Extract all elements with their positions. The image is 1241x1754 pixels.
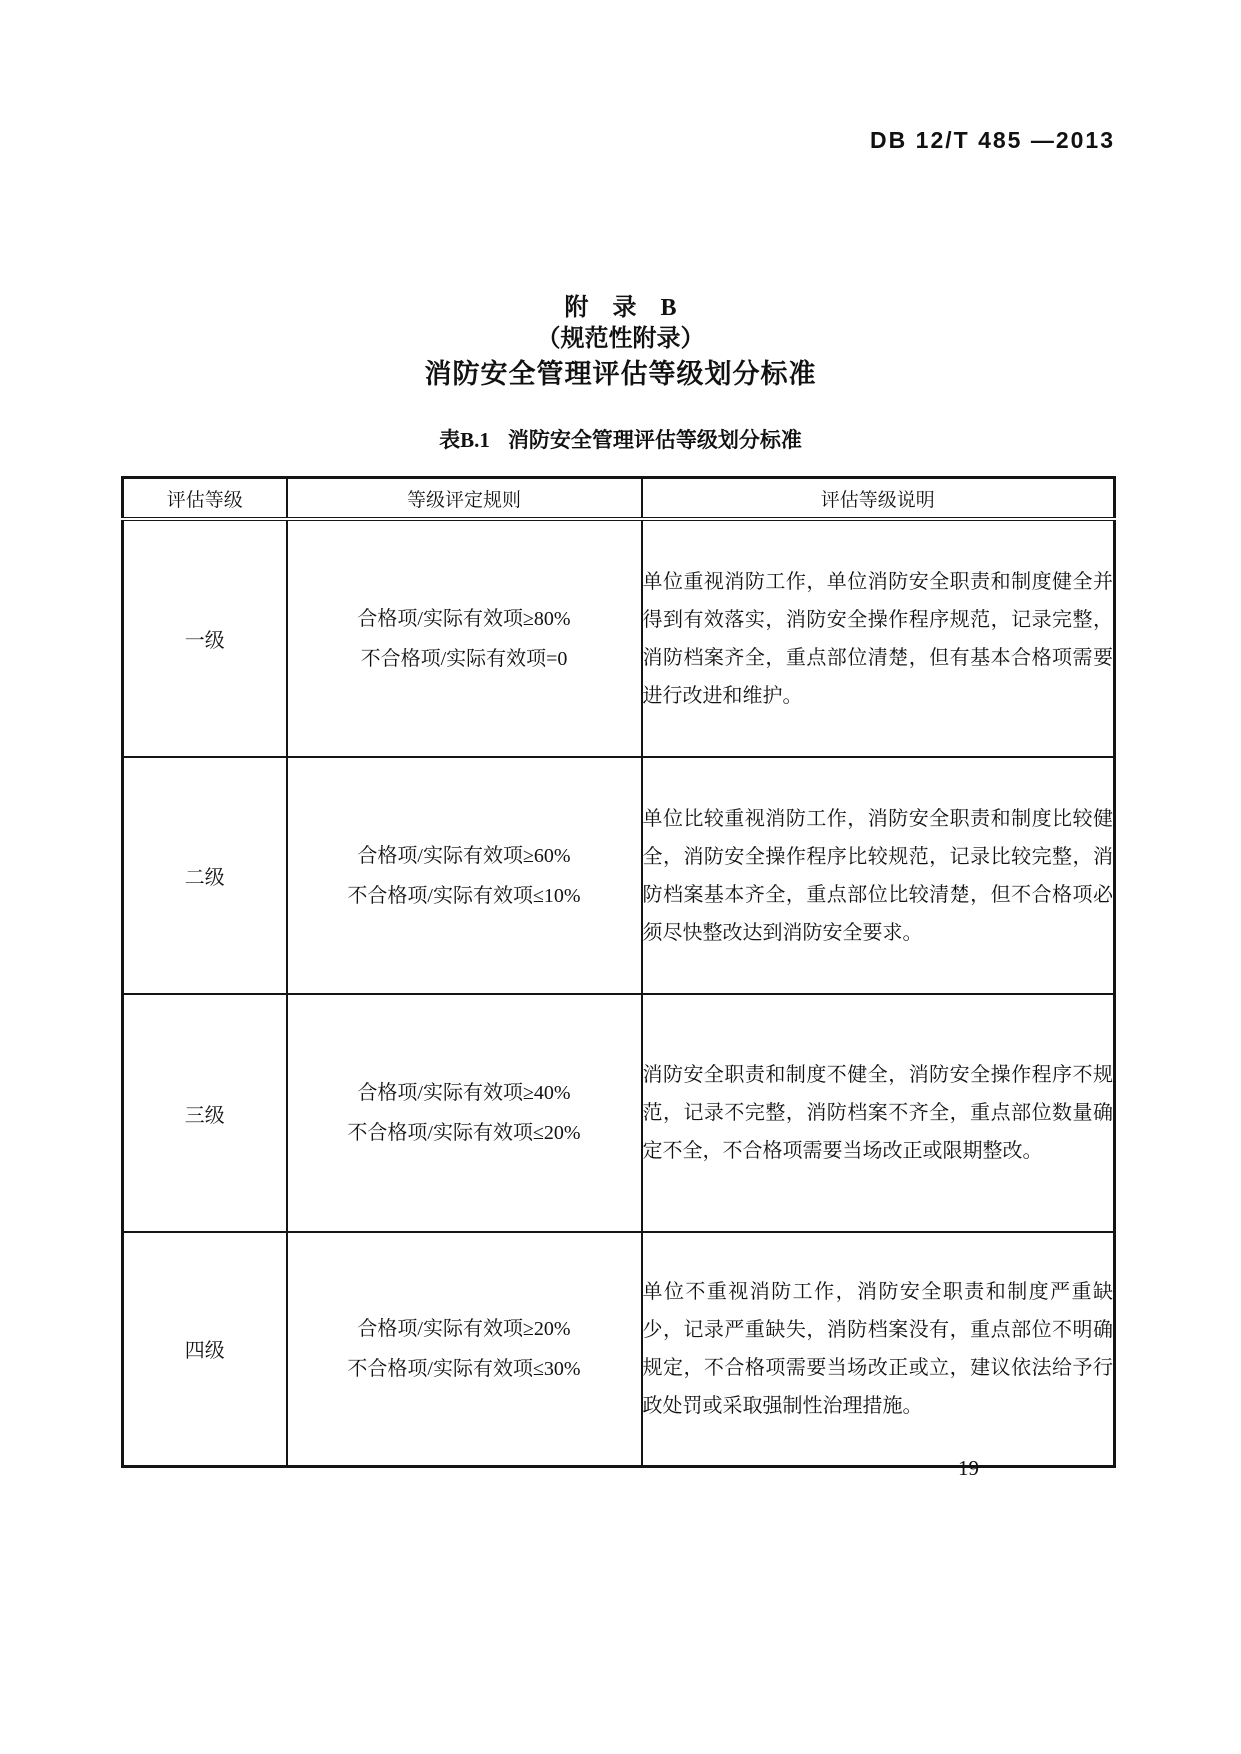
table-row [123,994,1115,1232]
rule-line: 不合格项/实际有效项≤30% [347,1357,581,1380]
appendix-title: 附 录 B [564,295,677,321]
rules-cell [287,994,642,1232]
description-cell: 消防安全职责和制度不健全，消防安全操作程序不规范，记录不完整，消防档案不齐全，重点部位数量确定不全，不合格项需要当场改正或限期整改。 [642,994,1115,1232]
header-rules: 等级评定规则 [287,478,642,520]
grade-cell: 一级 [123,519,287,757]
grade-cell: 二级 [123,757,287,994]
table-row [123,757,1115,994]
table-caption [0,424,1241,454]
description-cell: 单位不重视消防工作，消防安全职责和制度严重缺少，记录严重缺失，消防档案没有，重点部位不明确规定，不合格项需要当场改正或立，建议依法给予行政处罚或采取强制性治理措施。 [642,1232,1115,1466]
page-number: 19 [958,1456,979,1480]
rule-line: 合格项/实际有效项≥20% [357,1317,571,1340]
rules-cell [287,1232,642,1466]
appendix-subject-title: 消防安全管理评估等级划分标准 [424,359,817,389]
description-cell: 单位比较重视消防工作，消防安全职责和制度比较健全，消防安全操作程序比较规范，记录比较完整，消防档案基本齐全，重点部位比较清楚，但不合格项必须尽快整改达到消防安全要求。 [642,757,1115,994]
grade-cell: 三级 [123,994,287,1232]
appendix-title-block [0,293,1241,393]
rule-line: 合格项/实际有效项≥40% [357,1082,571,1104]
doc-standard-number: DB 12/T 485 —2013 [870,127,1115,153]
rule-line: 不合格项/实际有效项=0 [360,647,568,670]
grade-table [121,476,1116,1468]
table-row [123,1232,1115,1466]
table-row [123,519,1115,757]
rule-line: 合格项/实际有效项≥60% [357,844,571,867]
grade-cell: 四级 [123,1232,287,1466]
rule-line: 不合格项/实际有效项≤10% [347,884,581,907]
table-caption-label: 表B.1 [439,428,490,452]
grade-table-container [121,476,1116,1468]
rule-line: 不合格项/实际有效项≤20% [347,1122,581,1144]
rules-cell [287,757,642,994]
header-grade: 评估等级 [123,478,287,520]
appendix-subtitle-normative: （规范性附录） [536,326,705,352]
table-header-row [123,478,1115,520]
table-caption-title: 消防安全管理评估等级划分标准 [507,428,802,452]
rule-line: 合格项/实际有效项≥80% [357,607,571,630]
description-cell: 单位重视消防工作，单位消防安全职责和制度健全并得到有效落实，消防安全操作程序规范，记录完整，消防档案齐全，重点部位清楚，但有基本合格项需要进行改进和维护。 [642,519,1115,757]
header-description: 评估等级说明 [642,478,1115,520]
rules-cell [287,519,642,757]
